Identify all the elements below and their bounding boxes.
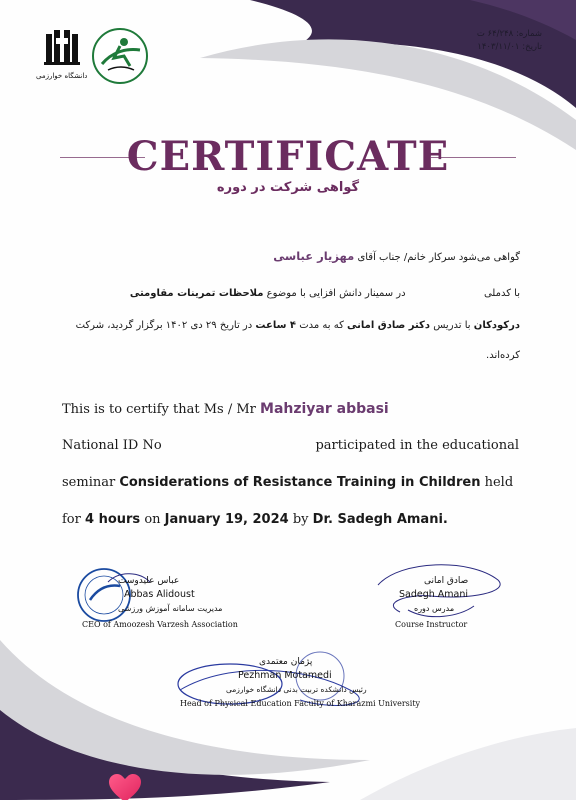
persian-teacher: دکتر صادق امانی — [347, 320, 430, 331]
dean-role: Head of Physical Education Faculty of Kharazmi University — [180, 699, 421, 708]
ceo-name-en: Abbas Alidoust — [124, 589, 195, 600]
instructor-name-en: Sadegh Amani — [399, 589, 469, 600]
university-logo-text: دانشگاه خوارزمی — [36, 72, 88, 80]
persian-line-2-mid: در سمینار دانش افزایی با موضوع — [266, 288, 406, 299]
reference-date: تاریخ: ۱۴۰۳/۱۱/۰۱ — [477, 42, 542, 52]
reference-number: شماره: ۶۴/۲۴۸ ت — [476, 29, 542, 39]
english-topic: Considerations of Resistance Training in Children — [119, 475, 481, 490]
english-on: on — [144, 512, 161, 527]
heart-icon — [108, 774, 142, 800]
english-hours: 4 hours — [85, 512, 141, 527]
persian-line-1-text: گواهی می‌شود سرکار خانم/ جناب آقای — [357, 252, 520, 263]
instructor-role: Course Instructor — [395, 620, 468, 629]
ceo-role: CEO of Amoozesh Varzesh Association — [82, 620, 238, 629]
persian-line-2-start: با کدملی — [483, 288, 520, 299]
persian-recipient-name: مهزیار عباسی — [273, 249, 355, 263]
english-date: January 19, 2024 — [164, 512, 289, 527]
persian-hours: ۴ ساعت — [255, 320, 297, 331]
english-line-3-suffix: held — [484, 475, 514, 490]
english-line-2-prefix: National ID No — [62, 438, 162, 453]
persian-topic: ملاحظات تمرینات مقاومتی — [129, 288, 264, 299]
english-recipient-name: Mahziyar abbasi — [260, 401, 389, 417]
persian-line-3-c: در تاریخ ۲۹ دی ۱۴۰۲ برگزار گردید، شرکت — [75, 320, 253, 331]
english-line-2-suffix: participated in the educational — [315, 438, 519, 453]
certificate-title: CERTIFICATE — [126, 133, 450, 180]
english-line-3-prefix: seminar — [62, 475, 116, 490]
ceo-role-fa: مدیریت سامانه آموزش ورزشی — [118, 604, 223, 613]
persian-line-3-a: با تدریس — [433, 320, 471, 331]
persian-line-4: کرده‌اند. — [486, 350, 520, 361]
certificate-subtitle: گواهی شرکت در دوره — [216, 180, 360, 195]
dean-name-en: Pezhman Motamedi — [238, 670, 332, 681]
dean-role-fa: رئیس دانشکده تربیت بدنی دانشگاه خوارزمی — [226, 685, 367, 694]
dean-name-fa: پژمان معتمدی — [259, 657, 313, 667]
english-for: for — [62, 512, 81, 527]
ceo-name-fa: عباس علیدوست — [118, 576, 180, 586]
instructor-name-fa: صادق امانی — [424, 576, 469, 586]
persian-line-3-b: که به مدت — [299, 320, 344, 331]
instructor-role-fa: مدرس دوره — [414, 604, 455, 613]
english-by: by — [292, 512, 309, 527]
english-line-1-prefix: This is to certify that Ms / Mr — [62, 402, 256, 417]
english-teacher: Dr. Sadegh Amani. — [312, 512, 448, 527]
persian-topic-end: درکودکان — [473, 320, 520, 331]
